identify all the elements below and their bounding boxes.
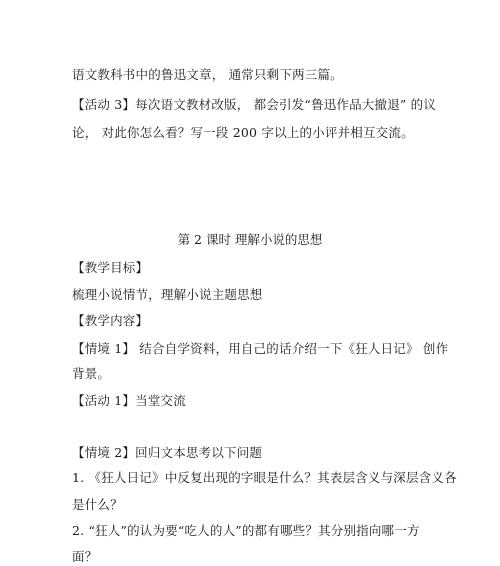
scenario-2-heading: 【情境 2】回归文本思考以下问题 <box>72 445 263 460</box>
activity-1: 【活动 1】当堂交流 <box>72 393 186 408</box>
text-line-1: 语文教科书中的鲁迅文章， 通常只剩下两三篇。 <box>72 67 343 82</box>
scenario-1-line-1: 【情境 1】 结合自学资料，用自己的话介绍一下《狂人日记》 创作 <box>72 341 449 356</box>
question-1-line-2: 是什么？ <box>72 497 123 512</box>
text-line-2: 【活动 3】每次语文教材改版， 都会引发“鲁迅作品大撤退” 的议 <box>72 97 437 112</box>
scenario-1-line-2: 背景。 <box>72 366 111 381</box>
text-line-3: 论， 对此你怎么看？写一段 200 字以上的小评并相互交流。 <box>72 125 414 140</box>
question-2-line-2: 面？ <box>72 549 98 564</box>
question-2-line-1: 2. “狂人”的认为要“吃人的人”的都有哪些？其分别指向哪一方 <box>72 523 420 538</box>
teaching-content-heading: 【教学内容】 <box>72 313 149 328</box>
section-title: 第 2 课时 理解小说的思想 <box>177 232 323 247</box>
question-1-line-1: 1. 《狂人日记》中反复出现的字眼是什么？其表层含义与深层含义各 <box>72 470 457 485</box>
teaching-goal-heading: 【教学目标】 <box>72 260 149 275</box>
teaching-goal-text: 梳理小说情节，理解小说主题思想 <box>72 287 263 302</box>
